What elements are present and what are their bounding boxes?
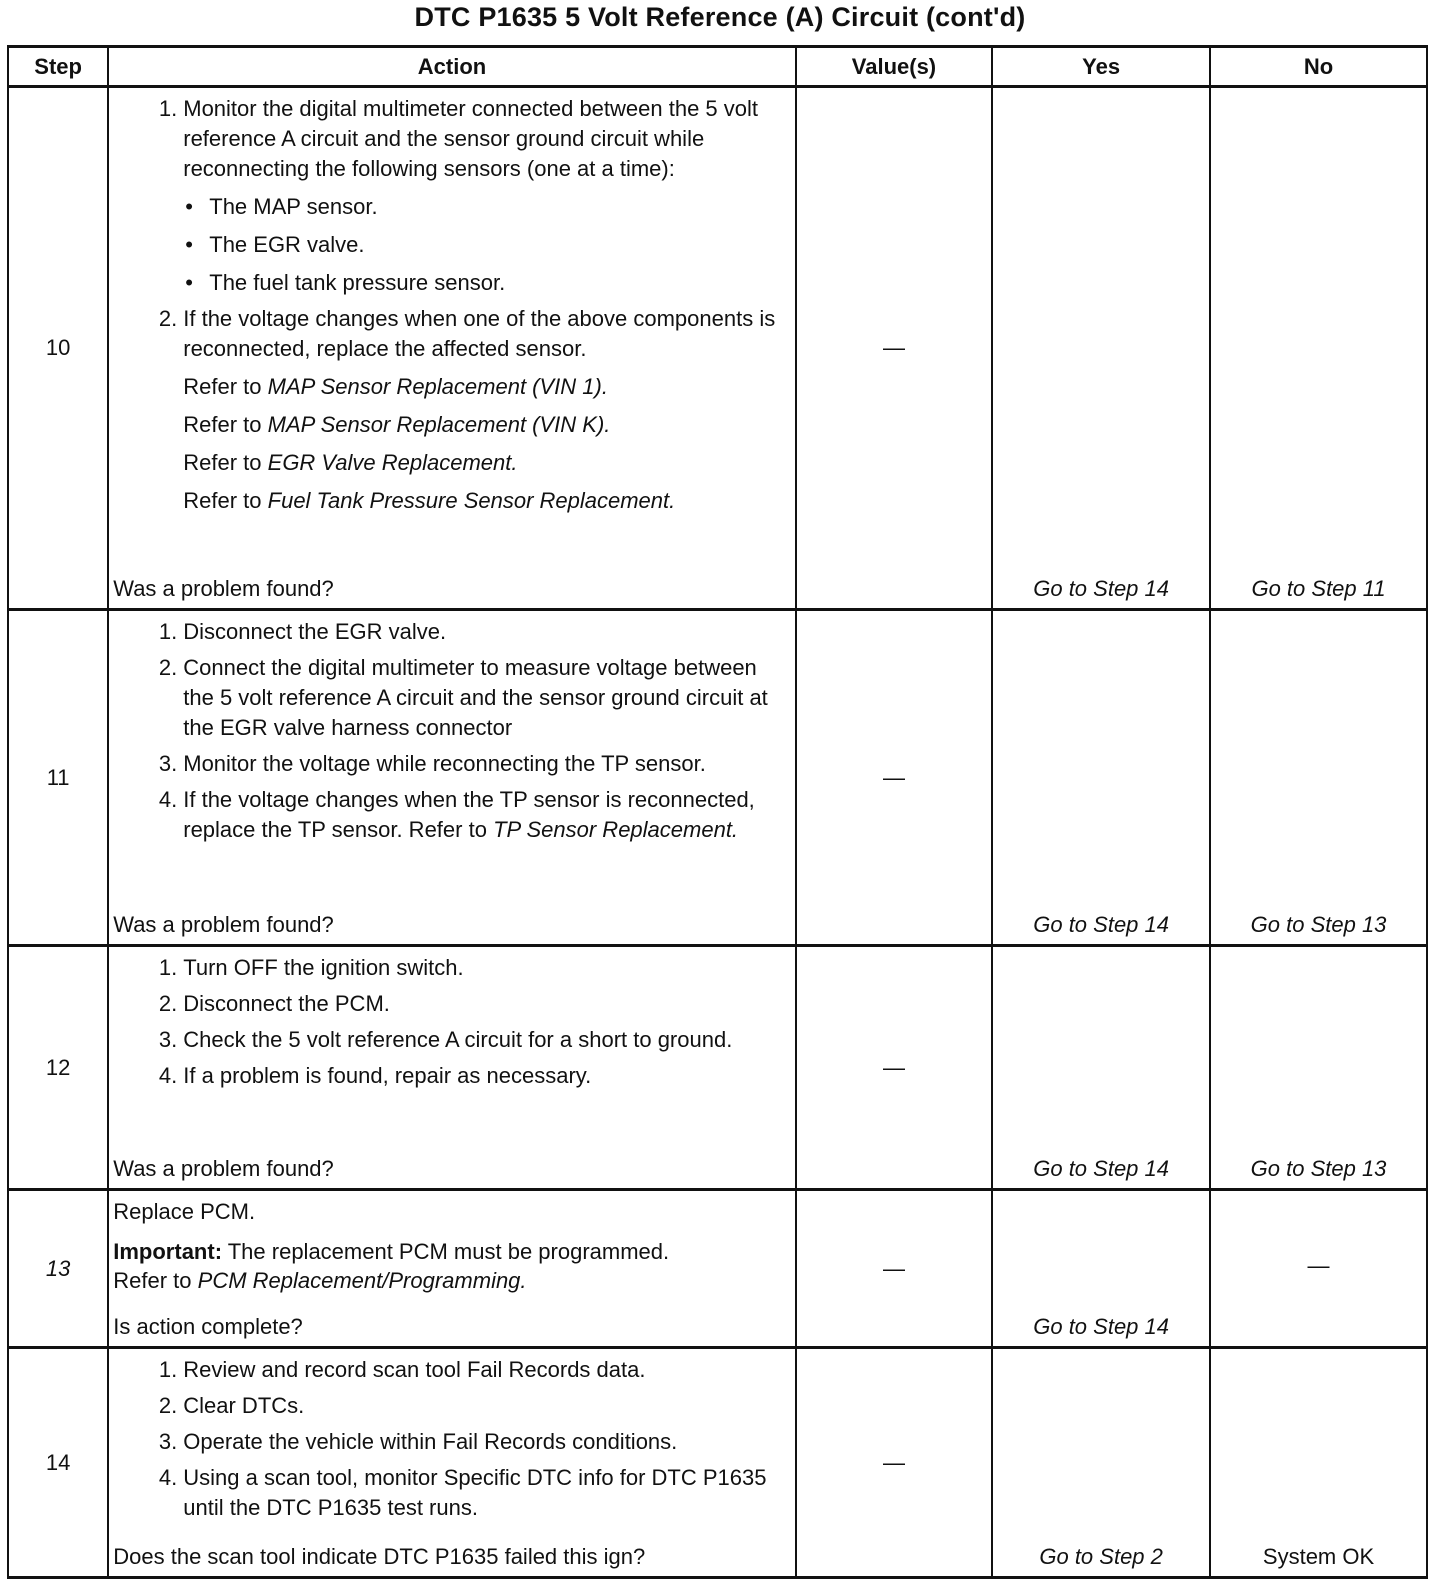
step-number: 11 — [8, 610, 108, 946]
action-cell — [108, 946, 796, 1190]
no-cell: Go to Step 13 — [1210, 946, 1427, 1190]
table-row-step-11 — [8, 610, 1427, 946]
reference-link: Refer to Fuel Tank Pressure Sensor Replacement. — [183, 488, 676, 513]
reference-link: Refer to EGR Valve Replacement. — [183, 450, 518, 475]
list-item: 4. If a problem is found, repair as necessary. — [158, 1063, 592, 1088]
value-cell: — — [796, 87, 992, 610]
list-item: 2. Clear DTCs. — [158, 1393, 305, 1418]
list-item: 3. Operate the vehicle within Fail Records conditions. — [158, 1429, 678, 1454]
action-cell — [108, 1190, 796, 1348]
yes-cell: Go to Step 14 — [992, 87, 1210, 610]
value-cell: — — [796, 1348, 992, 1578]
action-text: Replace PCM. — [113, 1199, 256, 1224]
header-action: Action — [108, 47, 796, 87]
step-number: 12 — [8, 946, 108, 1190]
yes-cell: Go to Step 14 — [992, 946, 1210, 1190]
no-cell: Go to Step 13 — [1210, 610, 1427, 946]
header-values: Value(s) — [796, 47, 992, 87]
reference-link: Refer to MAP Sensor Replacement (VIN K). — [183, 412, 611, 437]
important-note: Important: The replacement PCM must be programmed. Refer to PCM Replacement/Programming. — [113, 1239, 670, 1293]
yes-cell: Go to Step 2 — [992, 1348, 1210, 1578]
yes-cell: Go to Step 14 — [992, 1190, 1210, 1348]
step-number: 13 — [8, 1190, 108, 1348]
list-item: 4. If the voltage changes when the TP sensor is reconnected, replace the TP sensor. Refer to TP Sensor Replacement. — [158, 787, 755, 842]
no-cell: System OK — [1210, 1348, 1427, 1578]
no-cell: Go to Step 11 — [1210, 87, 1427, 610]
list-item: 2. Connect the digital multimeter to measure voltage between the 5 volt reference A circuit and the sensor ground circuit at the EGR valve harness connector — [158, 655, 768, 740]
list-item: 4. Using a scan tool, monitor Specific DTC info for DTC P1635 until the DTC P1635 test runs. — [158, 1465, 767, 1520]
list-item: 1. Disconnect the EGR valve. — [158, 619, 447, 644]
step-number: 10 — [8, 87, 108, 610]
bullet-item: • The MAP sensor. — [185, 194, 378, 219]
page-title: DTC P1635 5 Volt Reference (A) Circuit (cont'd) — [414, 2, 1026, 32]
list-item: 1. Review and record scan tool Fail Records data. — [158, 1357, 646, 1382]
header-step: Step — [8, 47, 108, 87]
step-number: 14 — [8, 1348, 108, 1578]
question-text: Does the scan tool indicate DTC P1635 failed this ign? — [113, 1544, 646, 1569]
value-cell: — — [796, 1190, 992, 1348]
reference-link: Refer to MAP Sensor Replacement (VIN 1). — [183, 374, 608, 399]
action-cell — [108, 610, 796, 946]
value-cell: — — [796, 946, 992, 1190]
question-text: Was a problem found? — [113, 1156, 334, 1181]
header-no: No — [1210, 47, 1427, 87]
action-cell — [108, 1348, 796, 1578]
header-row — [8, 47, 1427, 87]
question-text: Was a problem found? — [113, 576, 334, 601]
value-cell: — — [796, 610, 992, 946]
action-cell — [108, 87, 796, 610]
yes-cell: Go to Step 14 — [992, 610, 1210, 946]
list-item: 1. Turn OFF the ignition switch. — [158, 955, 464, 980]
list-item: 3. Check the 5 volt reference A circuit for a short to ground. — [158, 1027, 733, 1052]
table-row-step-12 — [8, 946, 1427, 1190]
table-row-step-10 — [8, 87, 1427, 610]
header-yes: Yes — [992, 47, 1210, 87]
table-row-step-13 — [8, 1190, 1427, 1348]
no-cell: — — [1210, 1190, 1427, 1348]
list-item: 2. Disconnect the PCM. — [158, 991, 390, 1016]
list-item: 1. Monitor the digital multimeter connected between the 5 volt reference A circuit and the sensor ground circuit while reconnecting the following sensors (one at a time): — [158, 96, 759, 181]
question-text: Is action complete? — [113, 1314, 303, 1339]
list-item: 2. If the voltage changes when one of the above components is reconnected, replace the affected sensor. — [158, 306, 776, 361]
question-text: Was a problem found? — [113, 912, 334, 937]
diagnostic-table — [7, 45, 1428, 1579]
bullet-item: • The EGR valve. — [185, 232, 365, 257]
bullet-item: • The fuel tank pressure sensor. — [185, 270, 506, 295]
list-item: 3. Monitor the voltage while reconnecting the TP sensor. — [158, 751, 706, 776]
table-row-step-14 — [8, 1348, 1427, 1578]
